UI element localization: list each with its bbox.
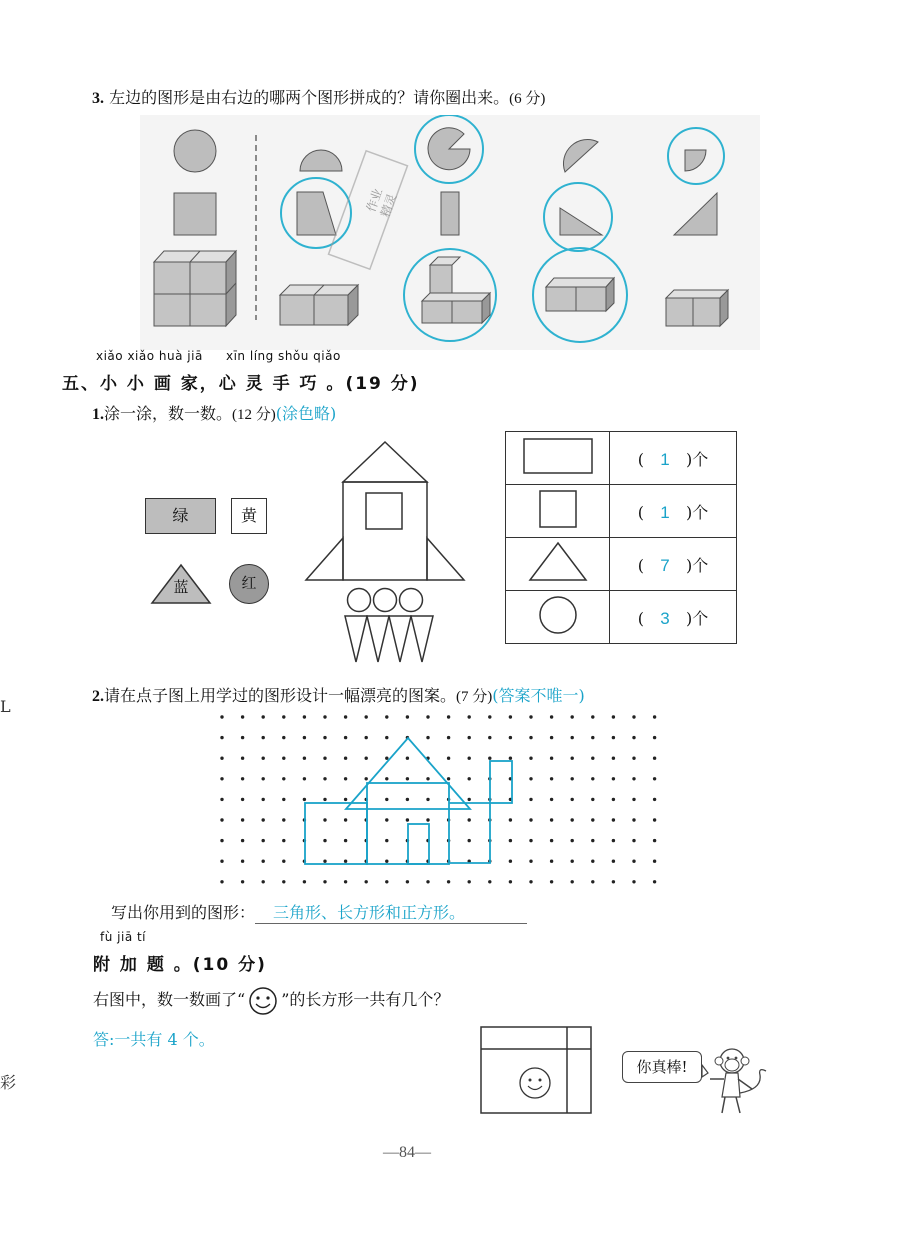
house-drawing (305, 738, 512, 864)
count-row-rectangle: ( 1 )个 (506, 432, 737, 485)
grid-dot (571, 777, 574, 780)
rocket-body-rect (343, 482, 427, 580)
grid-dot (303, 777, 306, 780)
grid-dot (591, 757, 594, 760)
q3-pacman-sector (428, 128, 470, 170)
section5-pinyin-left: xiǎo xiǎo huà jiā (96, 349, 203, 363)
grid-dot (550, 880, 553, 883)
count-square-shape (540, 491, 576, 527)
grid-dot (488, 715, 491, 718)
grid-dot (509, 736, 512, 739)
bonus-figure (480, 1025, 594, 1117)
grid-dot (591, 798, 594, 801)
grid-dot (323, 736, 326, 739)
smiley-icon (245, 986, 281, 1016)
rocket-figure (300, 438, 470, 668)
grid-dot (344, 736, 347, 739)
grid-dot (220, 839, 223, 842)
page-number: —84— (383, 1144, 431, 1161)
grid-dot (612, 880, 615, 883)
grid-dot (385, 736, 388, 739)
grid-dot (365, 880, 368, 883)
edge-char-1: L (0, 697, 11, 716)
watermark-text: 作业 精灵 (363, 186, 400, 220)
q3-number: 3. (92, 90, 104, 107)
q2-answer-note: (答案不唯一) (492, 686, 585, 705)
rocket-nose-triangle (343, 442, 427, 482)
grid-dot (323, 839, 326, 842)
grid-dot (632, 757, 635, 760)
grid-dot (241, 757, 244, 760)
grid-dot (220, 860, 223, 863)
grid-dot (323, 860, 326, 863)
grid-dot (612, 798, 615, 801)
grid-dot (612, 839, 615, 842)
grid-dot (344, 818, 347, 821)
grid-dot (303, 736, 306, 739)
grid-dot (406, 715, 409, 718)
rocket-circle-1 (348, 589, 371, 612)
dot-grid-figure (210, 705, 675, 895)
grid-dot (282, 839, 285, 842)
count-square-answer: 1 (660, 502, 670, 522)
grid-dot (303, 715, 306, 718)
grid-dot (385, 798, 388, 801)
grid-dot (303, 798, 306, 801)
rocket-flame-1 (345, 616, 367, 662)
grid-dot (323, 880, 326, 883)
grid-dot (571, 860, 574, 863)
grid-dot (468, 736, 471, 739)
grid-dot (262, 798, 265, 801)
grid-dot (447, 880, 450, 883)
dot-grid (220, 715, 656, 883)
grid-dot (323, 818, 326, 821)
q3-left-cube-block (154, 251, 236, 326)
grid-dot (447, 715, 450, 718)
grid-dot (632, 839, 635, 842)
bonus-smiley-icon (520, 1068, 550, 1098)
rocket-window-square (366, 493, 402, 529)
grid-dot (550, 777, 553, 780)
grid-dot (509, 880, 512, 883)
grid-dot (612, 715, 615, 718)
grid-dot (241, 880, 244, 883)
grid-dot (241, 839, 244, 842)
house-door-rect (408, 824, 429, 864)
q3-title (92, 85, 545, 108)
grid-dot (323, 715, 326, 718)
grid-dot (220, 798, 223, 801)
count-triangle-shape (530, 543, 586, 580)
monkey-icon (700, 1045, 775, 1120)
grid-dot (653, 798, 656, 801)
house-left-rect (305, 803, 367, 864)
grid-dot (365, 777, 368, 780)
grid-dot (262, 860, 265, 863)
grid-dot (509, 839, 512, 842)
rocket-flame-4 (411, 616, 433, 662)
grid-dot (282, 777, 285, 780)
grid-dot (509, 757, 512, 760)
grid-dot (385, 715, 388, 718)
grid-dot (241, 777, 244, 780)
grid-dot (468, 757, 471, 760)
grid-dot (468, 798, 471, 801)
grid-dot (406, 777, 409, 780)
rocket-left-fin (306, 538, 343, 580)
grid-dot (220, 880, 223, 883)
grid-dot (612, 818, 615, 821)
grid-dot (303, 757, 306, 760)
q3-left-circle (174, 130, 216, 172)
grid-dot (344, 798, 347, 801)
count-circle-shape (540, 597, 576, 633)
bonus-title: 附 加 题 。(10 分) (93, 955, 267, 975)
q1-answer-note: (涂色略) (275, 404, 337, 423)
grid-dot (550, 860, 553, 863)
grid-dot (529, 777, 532, 780)
grid-dot (632, 736, 635, 739)
count-circle-answer: 3 (660, 608, 670, 628)
grid-dot (529, 880, 532, 883)
rocket-circle-2 (374, 589, 397, 612)
grid-dot (241, 715, 244, 718)
count-rectangle-answer: 1 (660, 449, 670, 469)
legend-blue-label: 蓝 (173, 578, 189, 596)
grid-dot (571, 818, 574, 821)
grid-dot (241, 798, 244, 801)
q2-write-answer: 三角形、长方形和正方形。 (255, 900, 527, 924)
grid-dot (612, 736, 615, 739)
grid-dot (344, 880, 347, 883)
grid-dot (447, 757, 450, 760)
grid-dot (632, 880, 635, 883)
grid-dot (385, 757, 388, 760)
grid-dot (344, 839, 347, 842)
grid-dot (529, 860, 532, 863)
grid-dot (653, 839, 656, 842)
grid-dot (344, 777, 347, 780)
grid-dot (220, 715, 223, 718)
grid-dot (571, 880, 574, 883)
grid-dot (591, 736, 594, 739)
grid-dot (509, 818, 512, 821)
grid-dot (262, 777, 265, 780)
edge-char-2: 彩 (0, 1073, 17, 1092)
house-chimney-rect (490, 761, 512, 803)
grid-dot (344, 715, 347, 718)
grid-dot (591, 860, 594, 863)
grid-dot (591, 715, 594, 718)
house-right-extension (449, 803, 490, 863)
grid-dot (591, 777, 594, 780)
grid-dot (653, 860, 656, 863)
grid-dot (426, 777, 429, 780)
grid-dot (426, 715, 429, 718)
grid-dot (385, 818, 388, 821)
grid-dot (241, 736, 244, 739)
bonus-pinyin: fù jiā tí (100, 930, 147, 944)
grid-dot (468, 839, 471, 842)
grid-dot (385, 839, 388, 842)
grid-dot (447, 777, 450, 780)
grid-dot (241, 860, 244, 863)
grid-dot (571, 839, 574, 842)
grid-dot (488, 736, 491, 739)
grid-dot (262, 880, 265, 883)
q3-score: (6 分) (509, 91, 546, 107)
grid-dot (550, 715, 553, 718)
grid-dot (220, 736, 223, 739)
count-row-square: ( 1 )个 (506, 485, 737, 538)
grid-dot (529, 839, 532, 842)
grid-dot (282, 736, 285, 739)
grid-dot (571, 715, 574, 718)
rocket-right-fin (427, 538, 464, 580)
grid-dot (282, 757, 285, 760)
grid-dot (571, 736, 574, 739)
grid-dot (509, 860, 512, 863)
grid-dot (220, 777, 223, 780)
grid-dot (365, 757, 368, 760)
count-triangle-answer: 7 (660, 555, 670, 575)
grid-dot (282, 798, 285, 801)
section5-pinyin-right: xīn líng shǒu qiǎo (226, 349, 341, 363)
count-row-triangle: ( 7 )个 (506, 538, 737, 591)
grid-dot (653, 880, 656, 883)
grid-dot (282, 818, 285, 821)
legend-red-circle: 红 (229, 564, 269, 604)
grid-dot (406, 880, 409, 883)
grid-dot (468, 818, 471, 821)
grid-dot (426, 736, 429, 739)
grid-dot (612, 860, 615, 863)
bonus-answer: 答:一共有 4 个。 (93, 1030, 215, 1049)
grid-dot (529, 818, 532, 821)
grid-dot (632, 798, 635, 801)
grid-dot (365, 715, 368, 718)
grid-dot (468, 715, 471, 718)
grid-dot (406, 798, 409, 801)
grid-dot (344, 757, 347, 760)
q3-option-block-3 (546, 278, 614, 311)
grid-dot (509, 715, 512, 718)
grid-dot (529, 736, 532, 739)
grid-dot (468, 777, 471, 780)
grid-dot (262, 839, 265, 842)
grid-dot (241, 818, 244, 821)
legend-yellow-square: 黄 (231, 498, 267, 534)
legend-green-rect: 绿 (145, 498, 216, 534)
grid-dot (550, 736, 553, 739)
grid-dot (262, 715, 265, 718)
grid-dot (406, 818, 409, 821)
rocket-circle-3 (400, 589, 423, 612)
grid-dot (344, 860, 347, 863)
rocket-flame-3 (389, 616, 411, 662)
grid-dot (488, 757, 491, 760)
praise-speech-bubble: 你真棒! (622, 1051, 702, 1083)
q2-write-prompt: 写出你用到的图形： (111, 903, 256, 922)
grid-dot (632, 860, 635, 863)
q1-title: 1.涂一涂，数一数。(12 分)(涂色略) (92, 404, 337, 423)
rocket-flame-2 (367, 616, 389, 662)
grid-dot (653, 757, 656, 760)
grid-dot (262, 736, 265, 739)
grid-dot (220, 757, 223, 760)
grid-dot (653, 777, 656, 780)
grid-dot (571, 757, 574, 760)
grid-dot (653, 818, 656, 821)
bonus-outer-rect (481, 1027, 591, 1113)
grid-dot (426, 818, 429, 821)
q3-option-block-1 (280, 285, 358, 325)
grid-dot (282, 860, 285, 863)
grid-dot (365, 736, 368, 739)
q3-option-block-4 (666, 290, 728, 326)
count-rectangle-shape (524, 439, 592, 473)
q2-title: 2.请在点子图上用学过的图形设计一幅漂亮的图案。(7 分)(答案不唯一) (92, 686, 585, 705)
grid-dot (591, 880, 594, 883)
grid-dot (612, 777, 615, 780)
grid-dot (653, 715, 656, 718)
grid-dot (426, 880, 429, 883)
grid-dot (385, 860, 388, 863)
grid-dot (550, 818, 553, 821)
grid-dot (406, 757, 409, 760)
grid-dot (262, 818, 265, 821)
grid-dot (385, 777, 388, 780)
grid-dot (632, 818, 635, 821)
grid-dot (323, 798, 326, 801)
grid-dot (529, 715, 532, 718)
grid-dot (447, 736, 450, 739)
q2-write-line (111, 900, 527, 924)
q3-thin-rectangle (441, 192, 459, 235)
q3-text: 左边的图形是由右边的哪两个图形拼成的？请你圈出来。 (109, 88, 510, 107)
count-table (505, 431, 737, 644)
bonus-question: 右图中，数一数画了“ ”的长方形一共有几个？ (93, 985, 449, 1016)
grid-dot (488, 880, 491, 883)
grid-dot (323, 777, 326, 780)
q3-figure (140, 115, 760, 350)
grid-dot (591, 818, 594, 821)
grid-dot (529, 798, 532, 801)
q3-left-square (174, 193, 216, 235)
grid-dot (385, 880, 388, 883)
grid-dot (550, 839, 553, 842)
grid-dot (591, 839, 594, 842)
grid-dot (282, 715, 285, 718)
grid-dot (220, 818, 223, 821)
grid-dot (632, 715, 635, 718)
grid-dot (529, 757, 532, 760)
count-row-circle: ( 3 )个 (506, 591, 737, 644)
grid-dot (550, 798, 553, 801)
grid-dot (282, 880, 285, 883)
section5-title: 五、小 小 画 家，心 灵 手 巧 。(19 分) (62, 374, 420, 394)
grid-dot (468, 880, 471, 883)
grid-dot (632, 777, 635, 780)
grid-dot (426, 798, 429, 801)
grid-dot (653, 736, 656, 739)
grid-dot (323, 757, 326, 760)
grid-dot (612, 757, 615, 760)
grid-dot (303, 880, 306, 883)
grid-dot (262, 757, 265, 760)
grid-dot (571, 798, 574, 801)
grid-dot (550, 757, 553, 760)
